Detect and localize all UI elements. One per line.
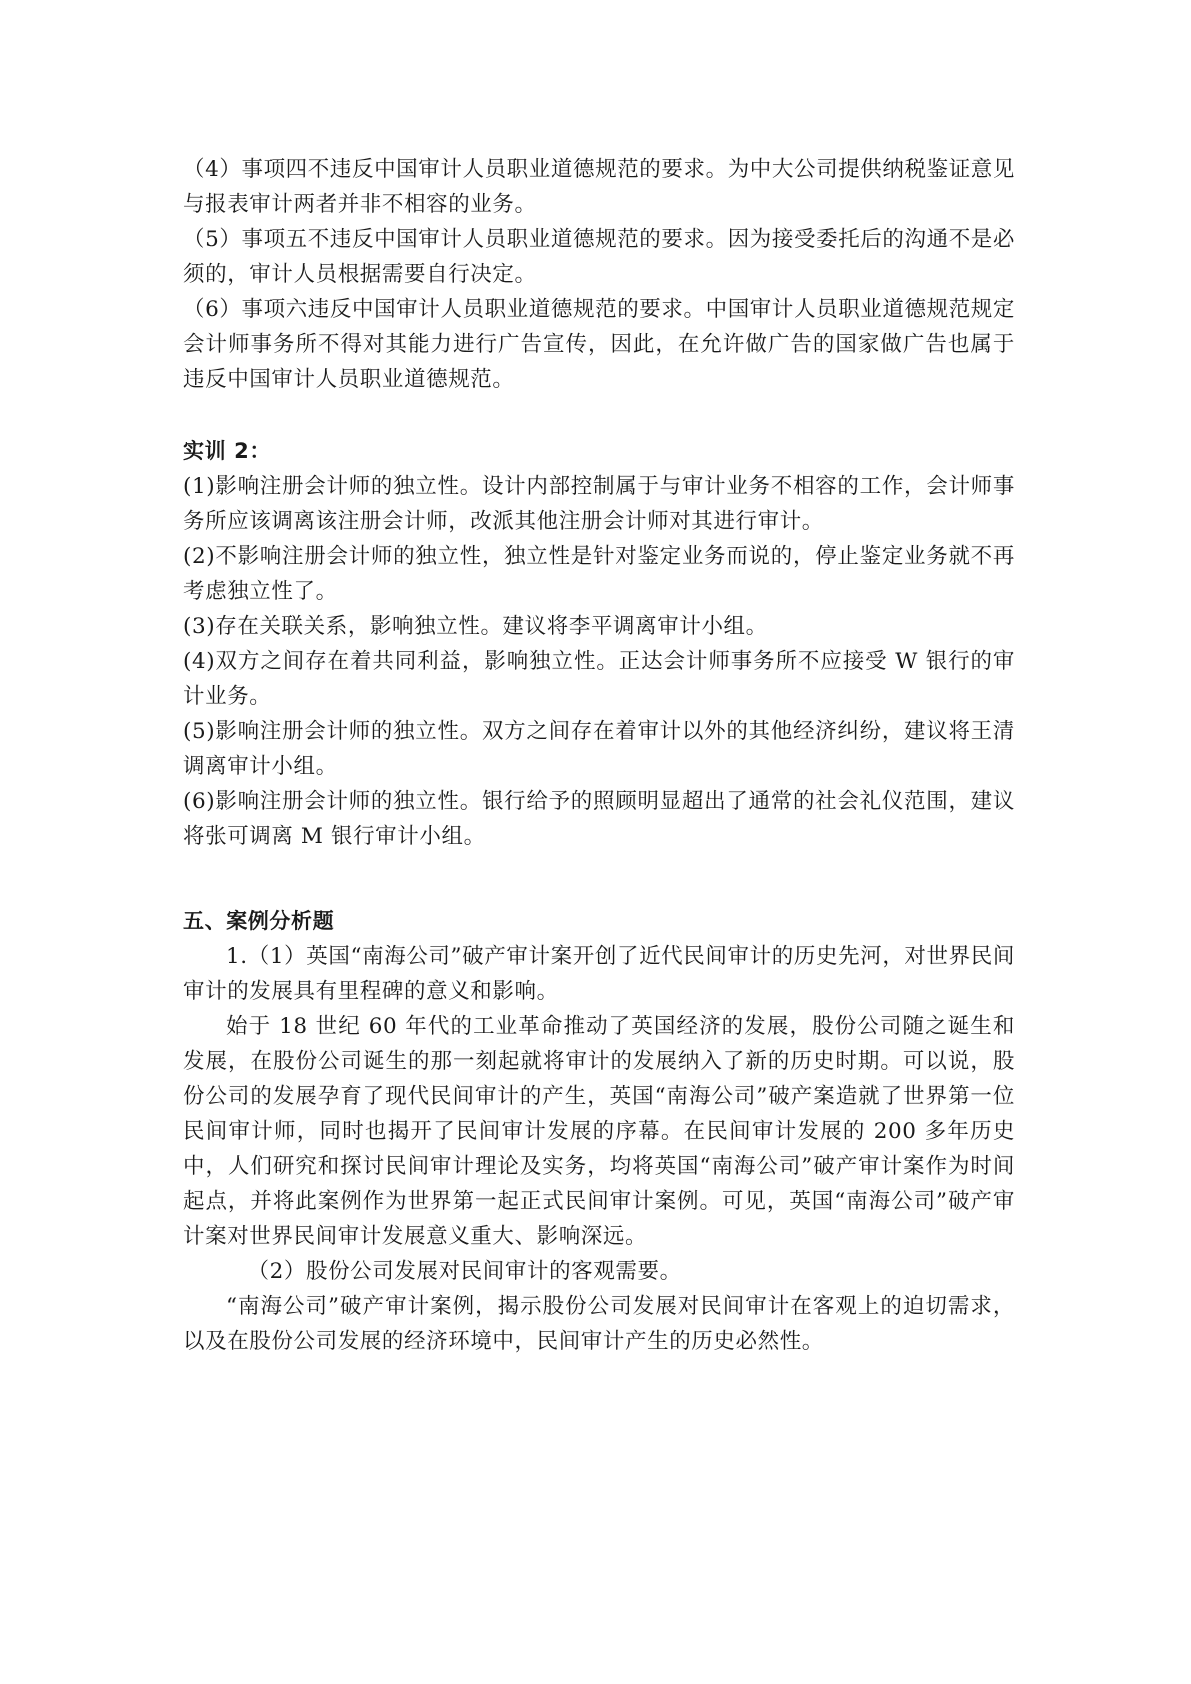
case-paragraph-1: 1.（1）英国“南海公司”破产审计案开创了近代民间审计的历史先河，对世界民间审计的发展具有里程碑的意义和影响。 (183, 944, 1015, 1004)
training-item-5: (5)影响注册会计师的独立性。双方之间存在着审计以外的其他经济纠纷，建议将王清调离审计小组。 (183, 719, 1015, 779)
case-paragraph-3: （2）股份公司发展对民间审计的客观需要。 (247, 1259, 682, 1284)
case-paragraph-2: 始于 18 世纪 60 年代的工业革命推动了英国经济的发展，股份公司随之诞生和发展，在股份公司诞生的那一刻起就将审计的发展纳入了新的历史时期。可以说，股份公司的发展孕育了现代民间审计的产生，英国“南海公司”破产案造就了世界第一位民间审计师，同时也揭开了民间审计发展的序幕。在民间审计发展的 200 多年历史中，人们研究和探讨民间审计理论及实务，均将英国“南海公司”破产审计案作为时间起点，并将此案例作为世界第一起正式民间审计案例。可见，英国“南海公司”破产审计案对世界民间审计发展意义重大、影响深远。 (183, 1014, 1015, 1249)
case-paragraph-4: “南海公司”破产审计案例，揭示股份公司发展对民间审计在客观上的迫切需求，以及在股份公司发展的经济环境中，民间审计产生的历史必然性。 (183, 1294, 1015, 1354)
section-heading-case-analysis: 五、案例分析题 (183, 909, 335, 933)
section-heading-training-2: 实训 2： (183, 439, 271, 463)
training-item-6: (6)影响注册会计师的独立性。银行给予的照顾明显超出了通常的社会礼仪范围，建议将张可调离 M 银行审计小组。 (183, 789, 1015, 849)
paragraph-item-6: （6）事项六违反中国审计人员职业道德规范的要求。中国审计人员职业道德规范规定会计师事务所不得对其能力进行广告宣传，因此，在允许做广告的国家做广告也属于违反中国审计人员职业道德规范。 (183, 297, 1015, 392)
training-item-2: (2)不影响注册会计师的独立性，独立性是针对鉴定业务而说的，停止鉴定业务就不再考虑独立性了。 (183, 544, 1015, 604)
document-body (183, 152, 1015, 1359)
training-item-3: (3)存在关联关系，影响独立性。建议将李平调离审计小组。 (183, 614, 768, 639)
training-item-4: (4)双方之间存在着共同利益，影响独立性。正达会计师事务所不应接受 W 银行的审计业务。 (183, 649, 1015, 709)
paragraph-item-4: （4）事项四不违反中国审计人员职业道德规范的要求。为中大公司提供纳税鉴证意见与报表审计两者并非不相容的业务。 (183, 157, 1015, 217)
training-item-1: (1)影响注册会计师的独立性。设计内部控制属于与审计业务不相容的工作，会计师事务所应该调离该注册会计师，改派其他注册会计师对其进行审计。 (183, 474, 1015, 534)
paragraph-item-5: （5）事项五不违反中国审计人员职业道德规范的要求。因为接受委托后的沟通不是必须的，审计人员根据需要自行决定。 (183, 227, 1015, 287)
